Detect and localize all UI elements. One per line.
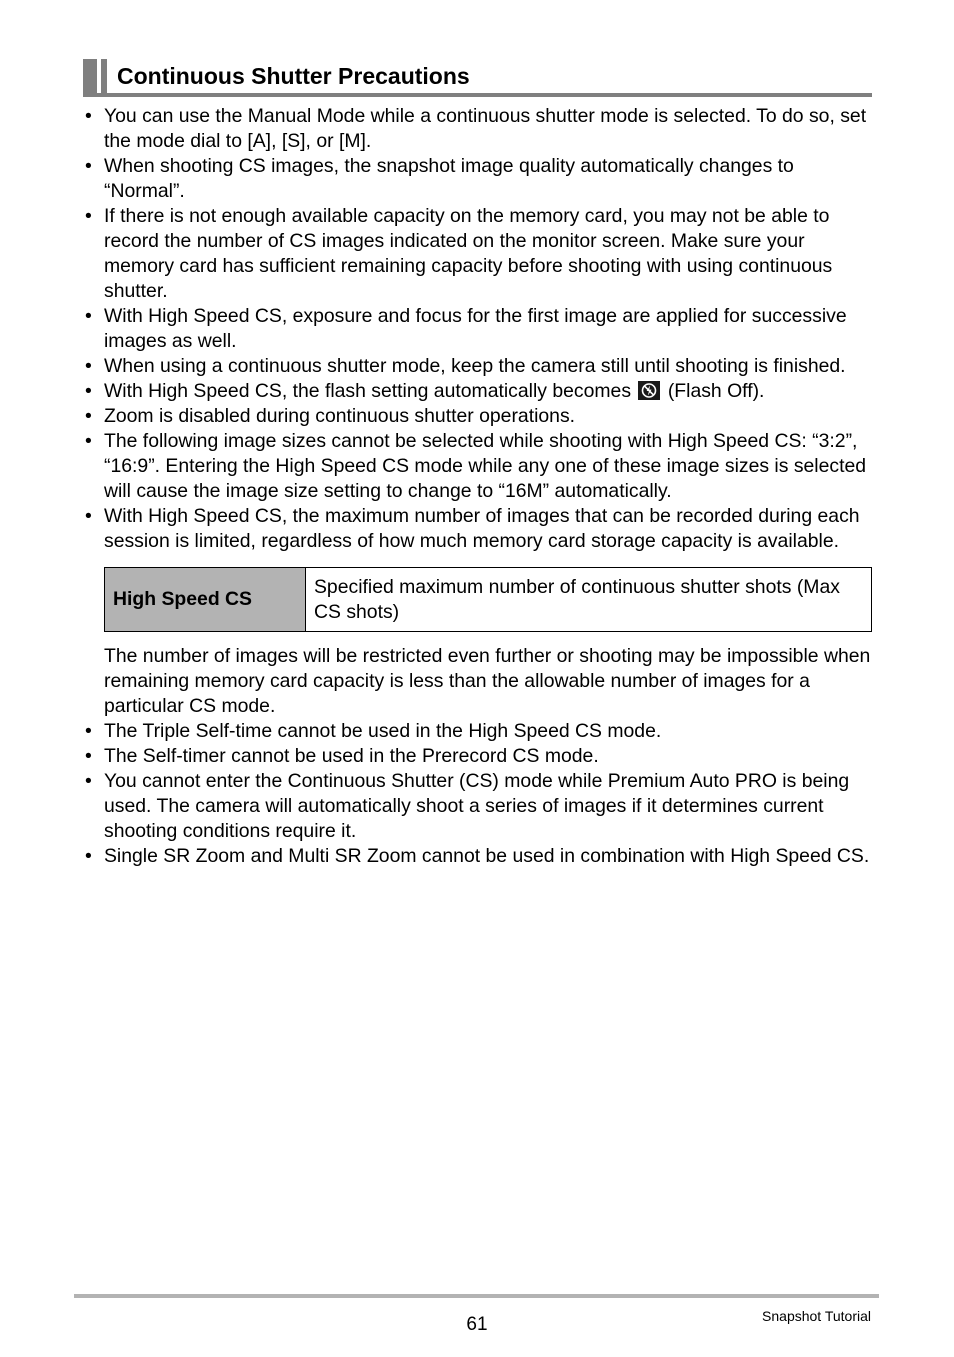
bullet-icon: • <box>85 405 92 427</box>
list-item-text: You cannot enter the Continuous Shutter (CS) mode while Premium Auto PRO is being used. The camera will automatically shoot a series of images if it determines current shooting conditions require it. <box>104 770 850 842</box>
bullet-icon: • <box>85 380 92 402</box>
page-title: Continuous Shutter Precautions <box>117 63 470 89</box>
list-item-text: You can use the Manual Mode while a continuous shutter mode is selected. To do so, set the mode dial to [A], [S], or [M]. <box>104 105 867 152</box>
high-speed-cs-table <box>104 567 872 632</box>
section-heading <box>83 59 872 97</box>
flash-off-icon <box>638 381 660 400</box>
list-item <box>83 104 873 154</box>
flash-text-after: (Flash Off). <box>667 380 765 402</box>
list-item <box>83 204 873 304</box>
list-item-text: When shooting CS images, the snapshot image quality automatically changes to “Normal”. <box>104 155 794 202</box>
list-item-flash <box>83 379 873 404</box>
page-number: 61 <box>466 1314 488 1335</box>
flash-text-before: With High Speed CS, the flash setting automatically becomes <box>104 380 632 402</box>
bullet-list-top <box>83 104 873 554</box>
bullet-icon: • <box>85 745 92 767</box>
main-content <box>83 104 873 869</box>
heading-underline <box>83 93 872 97</box>
list-item <box>83 844 873 869</box>
bullet-icon: • <box>85 720 92 742</box>
bullet-icon: • <box>85 430 92 452</box>
footer-section-name: Snapshot Tutorial <box>762 1308 871 1324</box>
bullet-list-bottom <box>83 719 873 869</box>
list-item <box>83 504 873 554</box>
list-item <box>83 769 873 844</box>
list-item <box>83 719 873 744</box>
bullet-icon: • <box>85 770 92 792</box>
list-item-text: The Triple Self-time cannot be used in the High Speed CS mode. <box>104 720 662 742</box>
list-item-text: With High Speed CS, the maximum number of images that can be recorded during each session is limited, regardless of how much memory card storage capacity is available. <box>104 505 860 552</box>
footer-divider <box>74 1294 879 1298</box>
list-item <box>83 744 873 769</box>
table-value-cell: Specified maximum number of continuous shutter shots (Max CS shots) <box>306 568 872 632</box>
list-item-text: The Self-timer cannot be used in the Prerecord CS mode. <box>104 745 599 767</box>
list-item <box>83 429 873 504</box>
list-item-text: The following image sizes cannot be selected while shooting with High Speed CS: “3:2”, “16:9”. Entering the High Speed CS mode while any one of these image sizes is selected will cause the image size setting to change to “16M” automatically. <box>104 430 867 502</box>
table-note: The number of images will be restricted even further or shooting may be impossible when remaining memory card capacity is less than the allowable number of images for a particular CS mode. <box>104 645 871 717</box>
list-item <box>83 404 873 429</box>
heading-bar-thick <box>83 59 97 95</box>
list-item-text: If there is not enough available capacity on the memory card, you may not be able to record the number of CS images indicated on the monitor screen. Make sure your memory card has sufficient remaining capacity before shooting with using continuous shutter. <box>104 205 833 302</box>
bullet-icon: • <box>85 845 92 867</box>
list-item <box>83 354 873 379</box>
list-item-text: Single SR Zoom and Multi SR Zoom cannot be used in combination with High Speed CS. <box>104 845 870 867</box>
bullet-icon: • <box>85 205 92 227</box>
heading-bar-thin <box>101 59 107 95</box>
table-row <box>105 568 872 632</box>
list-item <box>83 304 873 354</box>
bullet-icon: • <box>85 305 92 327</box>
list-item-text: When using a continuous shutter mode, keep the camera still until shooting is finished. <box>104 355 846 377</box>
bullet-icon: • <box>85 155 92 177</box>
list-item-text: With High Speed CS, exposure and focus for the first image are applied for successive images as well. <box>104 305 847 352</box>
list-item <box>83 154 873 204</box>
list-item-text: Zoom is disabled during continuous shutter operations. <box>104 405 576 427</box>
bullet-icon: • <box>85 505 92 527</box>
bullet-icon: • <box>85 105 92 127</box>
bullet-icon: • <box>85 355 92 377</box>
table-label-cell: High Speed CS <box>105 568 306 632</box>
